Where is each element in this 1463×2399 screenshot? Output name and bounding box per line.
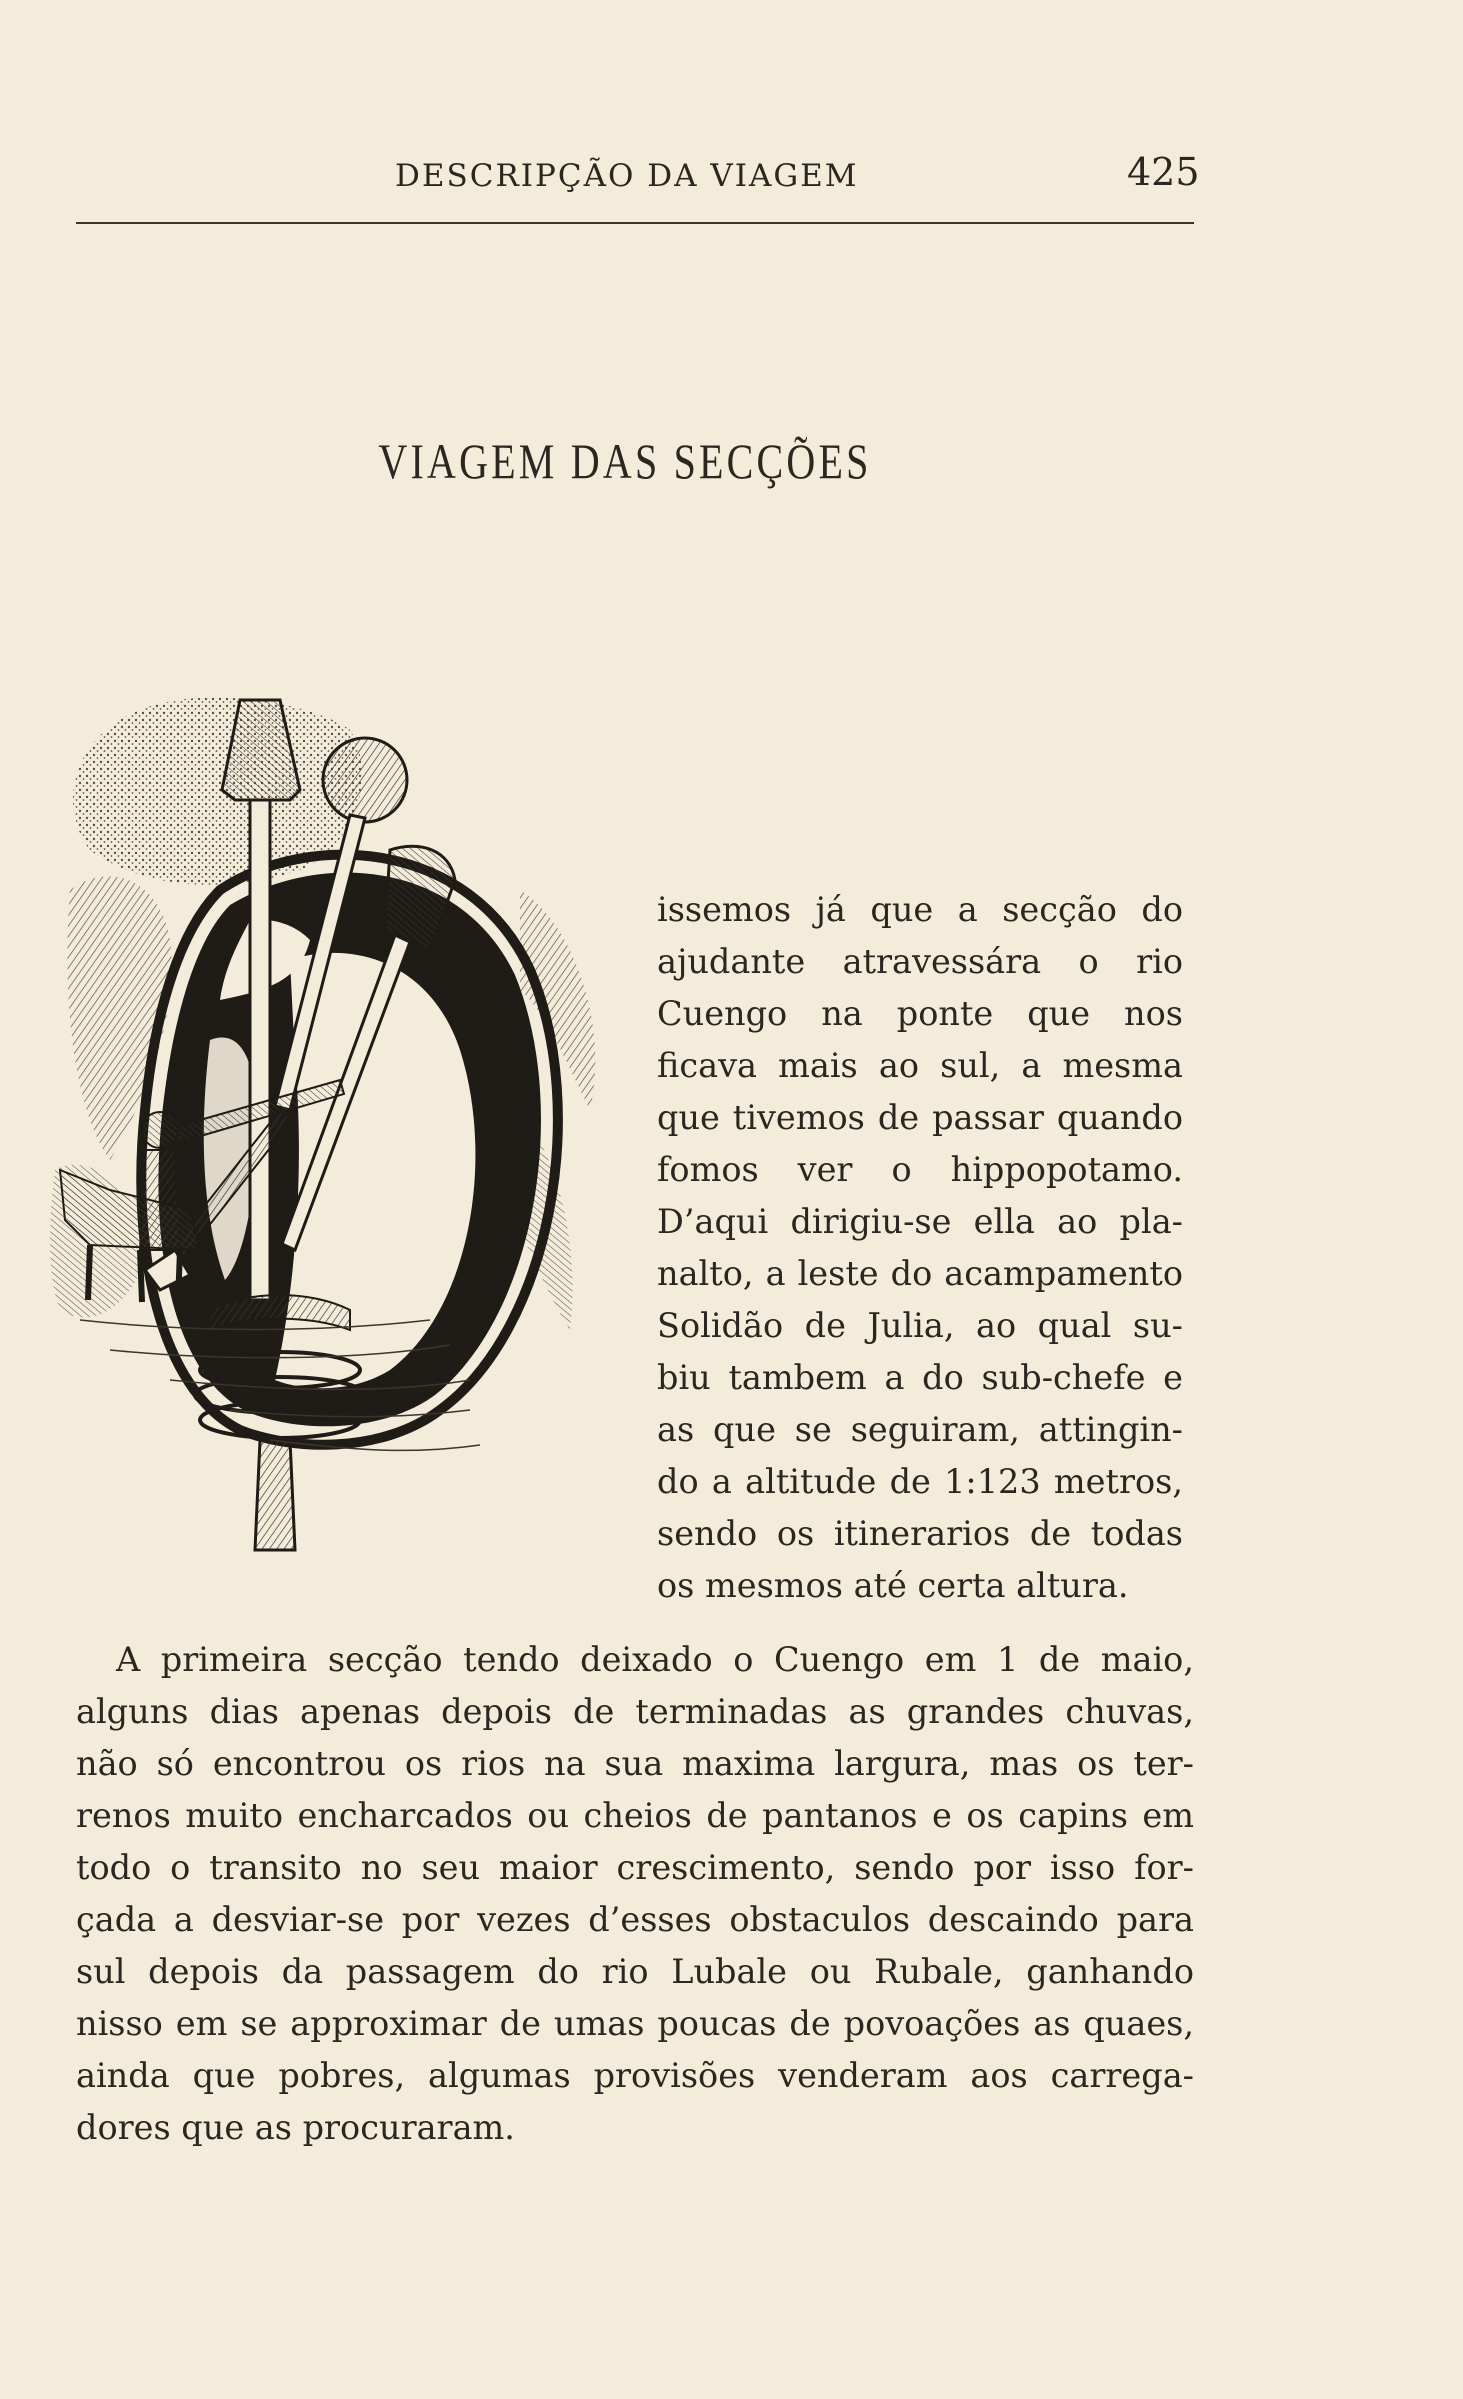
paragraph-line: os mesmos até certa altura. — [657, 1566, 1129, 1605]
header-rule — [76, 222, 1194, 224]
paragraph-line: Cuengo na ponte que nos — [657, 994, 1183, 1033]
paragraph-line: que tivemos de passar quando — [657, 1098, 1183, 1137]
paragraph-line: dores que as procuraram. — [76, 2108, 515, 2147]
running-head: DESCRIPÇÃO DA VIAGEM — [395, 158, 859, 194]
paragraph-line: ainda que pobres, algumas provisões venderam aos carrega- — [76, 2056, 1194, 2095]
paragraph-line: sendo os itinerarios de todas — [657, 1514, 1183, 1553]
paragraph-line: nisso em se approximar de umas poucas de povoações as quaes, — [76, 2004, 1194, 2043]
paragraph-line: çada a desviar-se por vezes d’esses obstaculos descaindo para — [76, 1900, 1194, 1939]
paragraph-line: ficava mais ao sul, a mesma — [657, 1046, 1183, 1085]
paragraph-line: não só encontrou os rios na sua maxima largura, mas os ter- — [76, 1744, 1194, 1783]
paragraph-line: todo o transito no seu maior crescimento, sendo por isso for- — [76, 1848, 1194, 1887]
paragraph-line: do a altitude de 1:123 metros, — [657, 1462, 1183, 1501]
paragraph-line: sul depois da passagem do rio Lubale ou Rubale, ganhando — [76, 1952, 1194, 1991]
drop-cap-illustration — [50, 690, 620, 1640]
paragraph-line: A primeira secção tendo deixado o Cuengo em 1 de maio, — [116, 1640, 1194, 1679]
paragraph-line: fomos ver o hippopotamo. — [657, 1150, 1183, 1189]
paragraph-line: D’aqui dirigiu-se ella ao pla- — [657, 1202, 1183, 1241]
paragraph-line: nalto, a leste do acampamento — [657, 1254, 1183, 1293]
paragraph-line: issemos já que a secção do — [657, 890, 1183, 929]
paragraph-line: alguns dias apenas depois de terminadas as grandes chuvas, — [76, 1692, 1194, 1731]
paragraph-line: ajudante atravessára o rio — [657, 942, 1183, 981]
paragraph-line: as que se seguiram, attingin- — [657, 1410, 1183, 1449]
paragraph-line: biu tambem a do sub-chefe e — [657, 1358, 1183, 1397]
page-number: 425 — [1127, 150, 1200, 194]
section-title: VIAGEM DAS SECÇÕES — [378, 433, 872, 489]
paragraph-line: Solidão de Julia, ao qual su- — [657, 1306, 1183, 1345]
paragraph-line: renos muito encharcados ou cheios de pantanos e os capins em — [76, 1796, 1194, 1835]
